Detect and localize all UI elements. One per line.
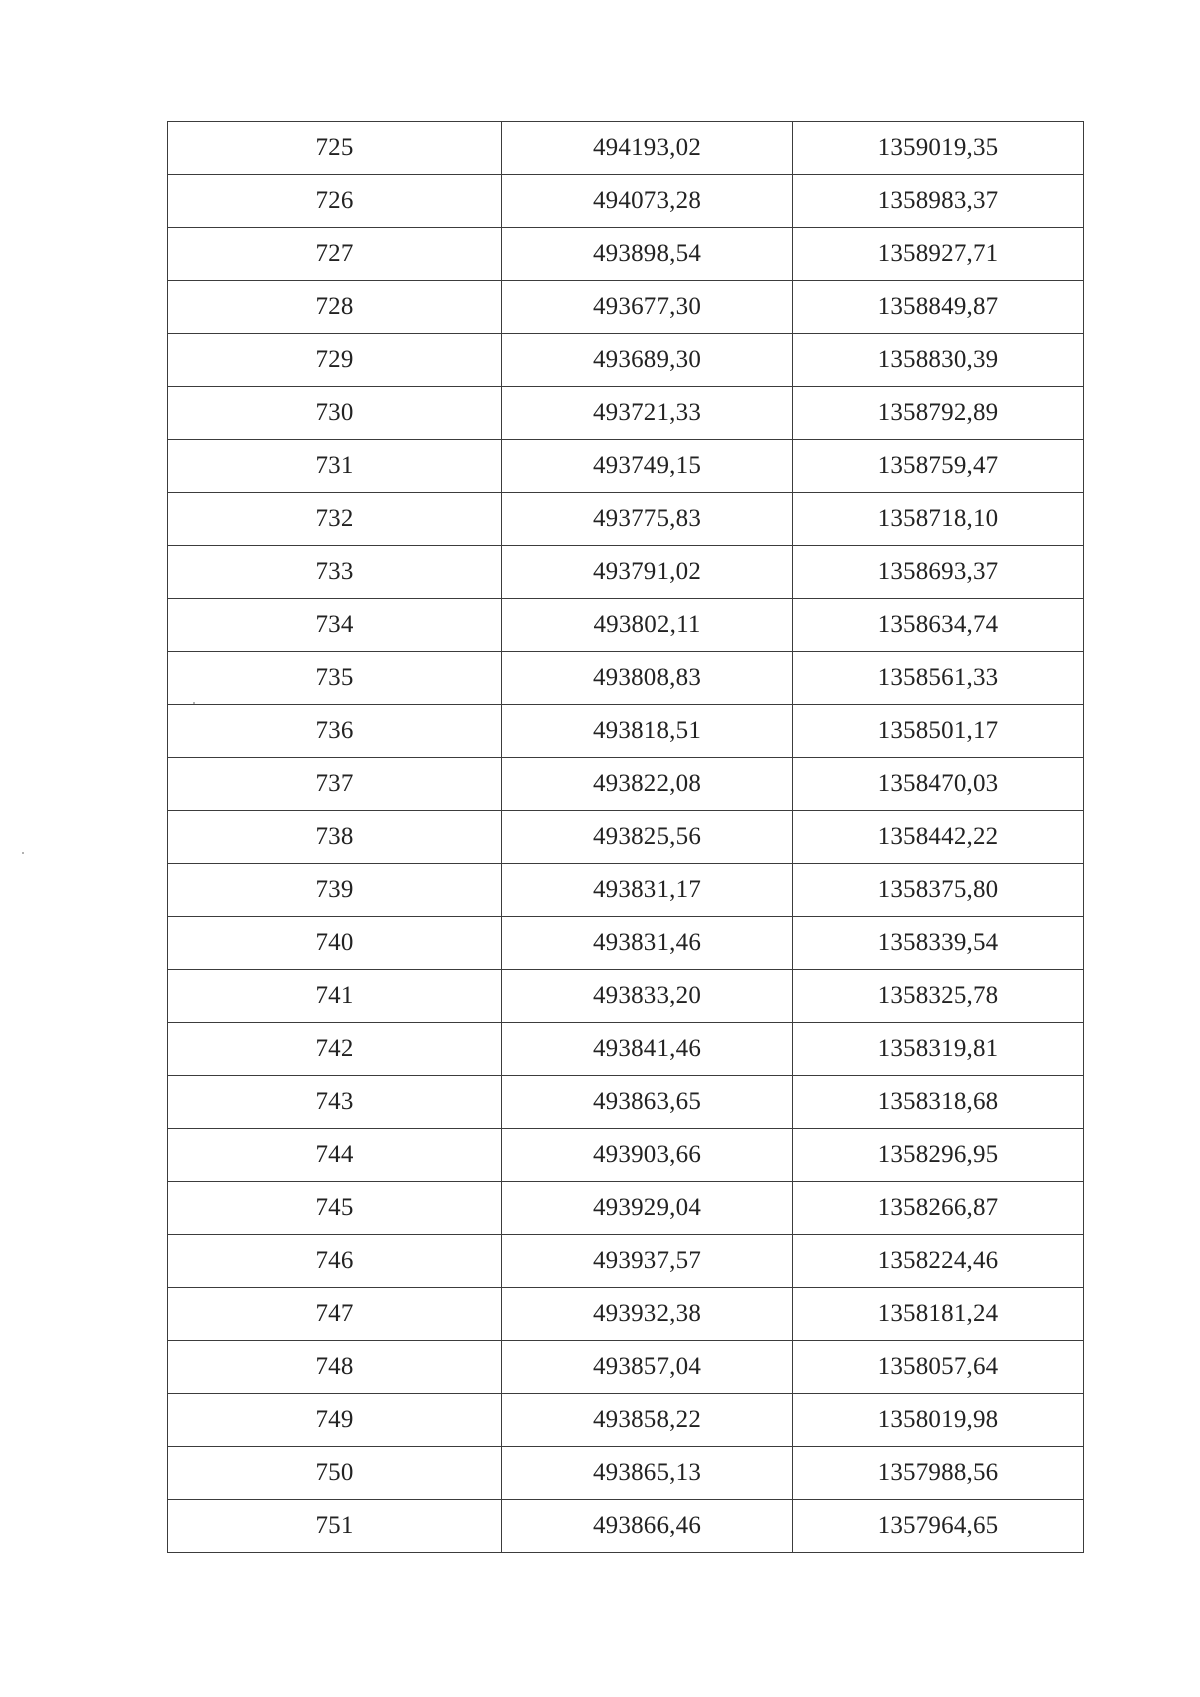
table-row xyxy=(168,705,1084,758)
y-coordinate-cell: 1358634,74 xyxy=(793,599,1084,652)
x-coordinate-cell: 493929,04 xyxy=(502,1182,793,1235)
point-number-cell: 734 xyxy=(168,599,502,652)
table-row xyxy=(168,811,1084,864)
y-coordinate-cell: 1358983,37 xyxy=(793,175,1084,228)
x-coordinate-cell: 493802,11 xyxy=(502,599,793,652)
y-coordinate-cell: 1358759,47 xyxy=(793,440,1084,493)
point-number-cell: 729 xyxy=(168,334,502,387)
table-row xyxy=(168,652,1084,705)
y-coordinate-cell: 1357988,56 xyxy=(793,1447,1084,1500)
point-number-cell: 736 xyxy=(168,705,502,758)
y-coordinate-cell: 1358561,33 xyxy=(793,652,1084,705)
point-number-cell: 737 xyxy=(168,758,502,811)
point-number-cell: 750 xyxy=(168,1447,502,1500)
table-row xyxy=(168,1288,1084,1341)
point-number-cell: 742 xyxy=(168,1023,502,1076)
table-row xyxy=(168,1182,1084,1235)
table-row xyxy=(168,228,1084,281)
x-coordinate-cell: 493937,57 xyxy=(502,1235,793,1288)
y-coordinate-cell: 1358224,46 xyxy=(793,1235,1084,1288)
point-number-cell: 733 xyxy=(168,546,502,599)
table-row xyxy=(168,917,1084,970)
y-coordinate-cell: 1358849,87 xyxy=(793,281,1084,334)
y-coordinate-cell: 1358057,64 xyxy=(793,1341,1084,1394)
coordinates-table-body xyxy=(168,122,1084,1553)
point-number-cell: 747 xyxy=(168,1288,502,1341)
table-row xyxy=(168,1235,1084,1288)
y-coordinate-cell: 1358470,03 xyxy=(793,758,1084,811)
table-row xyxy=(168,1023,1084,1076)
table-row xyxy=(168,599,1084,652)
point-number-cell: 745 xyxy=(168,1182,502,1235)
table-row xyxy=(168,1076,1084,1129)
x-coordinate-cell: 493689,30 xyxy=(502,334,793,387)
y-coordinate-cell: 1358339,54 xyxy=(793,917,1084,970)
x-coordinate-cell: 493857,04 xyxy=(502,1341,793,1394)
x-coordinate-cell: 493822,08 xyxy=(502,758,793,811)
x-coordinate-cell: 493858,22 xyxy=(502,1394,793,1447)
point-number-cell: 728 xyxy=(168,281,502,334)
y-coordinate-cell: 1358693,37 xyxy=(793,546,1084,599)
table-row xyxy=(168,1500,1084,1553)
table-row xyxy=(168,758,1084,811)
y-coordinate-cell: 1358501,17 xyxy=(793,705,1084,758)
point-number-cell: 743 xyxy=(168,1076,502,1129)
x-coordinate-cell: 493866,46 xyxy=(502,1500,793,1553)
table-row xyxy=(168,1447,1084,1500)
table-row xyxy=(168,546,1084,599)
table-row xyxy=(168,970,1084,1023)
point-number-cell: 748 xyxy=(168,1341,502,1394)
x-coordinate-cell: 493825,56 xyxy=(502,811,793,864)
point-number-cell: 751 xyxy=(168,1500,502,1553)
point-number-cell: 739 xyxy=(168,864,502,917)
y-coordinate-cell: 1357964,65 xyxy=(793,1500,1084,1553)
table-row xyxy=(168,387,1084,440)
y-coordinate-cell: 1358318,68 xyxy=(793,1076,1084,1129)
x-coordinate-cell: 494073,28 xyxy=(502,175,793,228)
point-number-cell: 749 xyxy=(168,1394,502,1447)
x-coordinate-cell: 493865,13 xyxy=(502,1447,793,1500)
table-row xyxy=(168,1394,1084,1447)
x-coordinate-cell: 493721,33 xyxy=(502,387,793,440)
x-coordinate-cell: 493677,30 xyxy=(502,281,793,334)
x-coordinate-cell: 494193,02 xyxy=(502,122,793,175)
point-number-cell: 732 xyxy=(168,493,502,546)
x-coordinate-cell: 493831,17 xyxy=(502,864,793,917)
point-number-cell: 725 xyxy=(168,122,502,175)
point-number-cell: 744 xyxy=(168,1129,502,1182)
x-coordinate-cell: 493808,83 xyxy=(502,652,793,705)
y-coordinate-cell: 1358296,95 xyxy=(793,1129,1084,1182)
y-coordinate-cell: 1358266,87 xyxy=(793,1182,1084,1235)
table-row xyxy=(168,1129,1084,1182)
y-coordinate-cell: 1358325,78 xyxy=(793,970,1084,1023)
y-coordinate-cell: 1358375,80 xyxy=(793,864,1084,917)
table-row xyxy=(168,1341,1084,1394)
x-coordinate-cell: 493841,46 xyxy=(502,1023,793,1076)
y-coordinate-cell: 1358181,24 xyxy=(793,1288,1084,1341)
y-coordinate-cell: 1359019,35 xyxy=(793,122,1084,175)
y-coordinate-cell: 1358718,10 xyxy=(793,493,1084,546)
point-number-cell: 735 xyxy=(168,652,502,705)
point-number-cell: 730 xyxy=(168,387,502,440)
x-coordinate-cell: 493775,83 xyxy=(502,493,793,546)
table-row xyxy=(168,864,1084,917)
y-coordinate-cell: 1358830,39 xyxy=(793,334,1084,387)
x-coordinate-cell: 493833,20 xyxy=(502,970,793,1023)
table-row xyxy=(168,122,1084,175)
y-coordinate-cell: 1358019,98 xyxy=(793,1394,1084,1447)
y-coordinate-cell: 1358792,89 xyxy=(793,387,1084,440)
table-row xyxy=(168,175,1084,228)
point-number-cell: 731 xyxy=(168,440,502,493)
coordinates-table xyxy=(167,121,1084,1553)
y-coordinate-cell: 1358319,81 xyxy=(793,1023,1084,1076)
y-coordinate-cell: 1358442,22 xyxy=(793,811,1084,864)
x-coordinate-cell: 493863,65 xyxy=(502,1076,793,1129)
scan-speck xyxy=(22,852,24,854)
point-number-cell: 727 xyxy=(168,228,502,281)
y-coordinate-cell: 1358927,71 xyxy=(793,228,1084,281)
point-number-cell: 726 xyxy=(168,175,502,228)
x-coordinate-cell: 493898,54 xyxy=(502,228,793,281)
point-number-cell: 740 xyxy=(168,917,502,970)
table-row xyxy=(168,334,1084,387)
x-coordinate-cell: 493749,15 xyxy=(502,440,793,493)
table-row xyxy=(168,493,1084,546)
x-coordinate-cell: 493903,66 xyxy=(502,1129,793,1182)
point-number-cell: 741 xyxy=(168,970,502,1023)
table-row xyxy=(168,281,1084,334)
x-coordinate-cell: 493831,46 xyxy=(502,917,793,970)
x-coordinate-cell: 493818,51 xyxy=(502,705,793,758)
x-coordinate-cell: 493932,38 xyxy=(502,1288,793,1341)
x-coordinate-cell: 493791,02 xyxy=(502,546,793,599)
point-number-cell: 738 xyxy=(168,811,502,864)
point-number-cell: 746 xyxy=(168,1235,502,1288)
table-row xyxy=(168,440,1084,493)
